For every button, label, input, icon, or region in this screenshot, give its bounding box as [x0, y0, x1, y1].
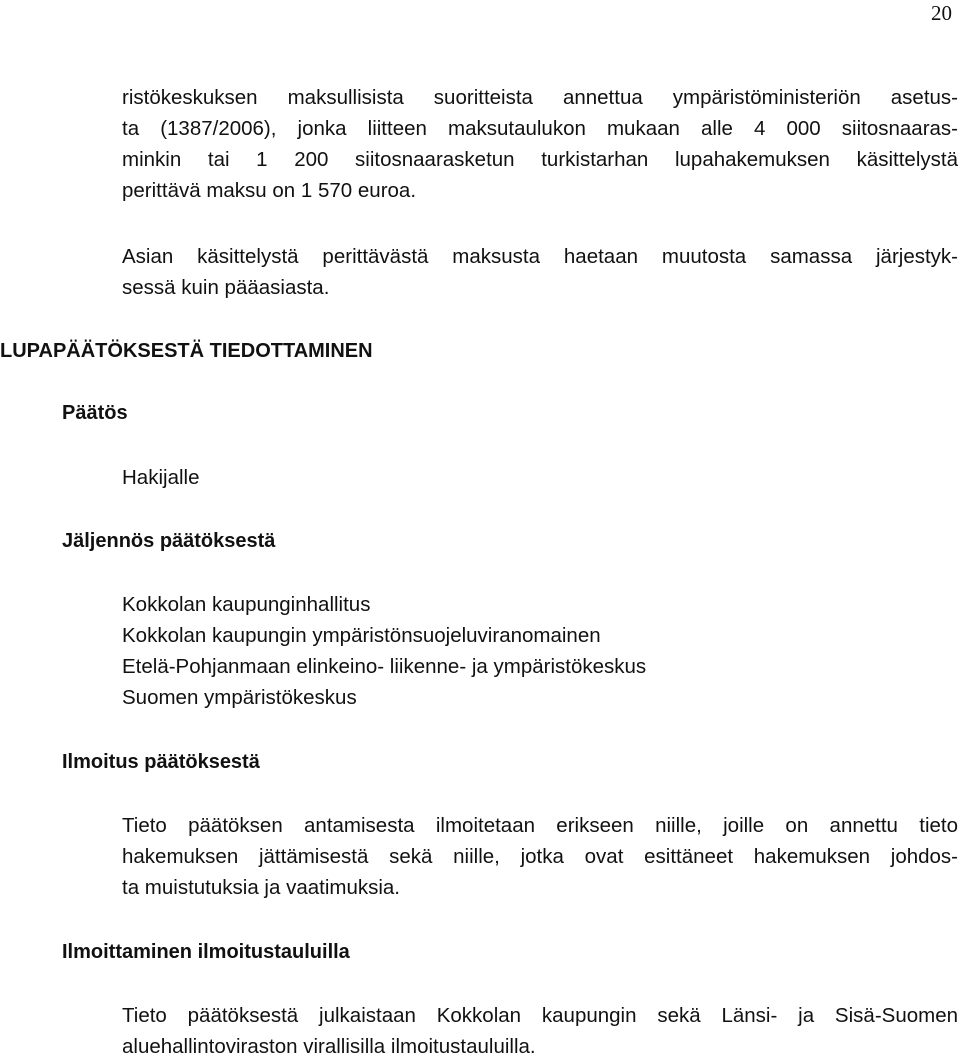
notice-heading: Ilmoitus päätöksestä [62, 751, 260, 773]
recipient-line: Kokkolan kaupunginhallitus [122, 593, 371, 616]
copy-recipients [122, 589, 958, 713]
paragraph-line: aluehallintoviraston virallisilla ilmoitustauluilla. [122, 1035, 536, 1058]
decision-heading: Päätös [62, 402, 128, 424]
main-heading: LUPAPÄÄTÖKSESTÄ TIEDOTTAMINEN [0, 340, 373, 362]
page-number: 20 [931, 1, 952, 25]
boards-paragraph [122, 1000, 958, 1062]
appeal-paragraph [122, 241, 958, 303]
paragraph-line: ristökeskuksen maksullisista suoritteista annettua ympäristöministeriön asetus- [122, 86, 958, 109]
paragraph-line: hakemuksen jättämisestä sekä niille, jotka ovat esittäneet hakemuksen johdos- [122, 845, 958, 868]
paragraph-line: perittävä maksu on 1 570 euroa. [122, 179, 417, 202]
boards-heading: Ilmoittaminen ilmoitustauluilla [62, 941, 350, 963]
paragraph-line: Tieto päätöksestä julkaistaan Kokkolan kaupungin sekä Länsi- ja Sisä-Suomen [122, 1004, 958, 1027]
paragraph-line: ta (1387/2006), jonka liitteen maksutaulukon mukaan alle 4 000 siitosnaaras- [122, 117, 958, 140]
recipient-line: Suomen ympäristökeskus [122, 686, 357, 709]
recipient-line: Etelä-Pohjanmaan elinkeino- liikenne- ja ympäristökeskus [122, 655, 647, 678]
paragraph-line: minkin tai 1 200 siitosnaarasketun turkistarhan lupahakemuksen käsittelystä [122, 148, 958, 171]
paragraph-line: Asian käsittelystä perittävästä maksusta haetaan muutosta samassa järjestyk- [122, 245, 958, 268]
paragraph-line: Tieto päätöksen antamisesta ilmoitetaan erikseen niille, joille on annettu tieto [122, 814, 958, 837]
recipient-line: Hakijalle [122, 466, 200, 489]
paragraph-line: sessä kuin pääasiasta. [122, 276, 330, 299]
recipient-line: Kokkolan kaupungin ympäristönsuojeluviranomainen [122, 624, 601, 647]
copy-heading: Jäljennös päätöksestä [62, 530, 276, 552]
decision-recipients [122, 462, 958, 493]
notice-paragraph [122, 810, 958, 903]
paragraph-line: ta muistutuksia ja vaatimuksia. [122, 876, 401, 899]
fee-paragraph [122, 82, 958, 206]
